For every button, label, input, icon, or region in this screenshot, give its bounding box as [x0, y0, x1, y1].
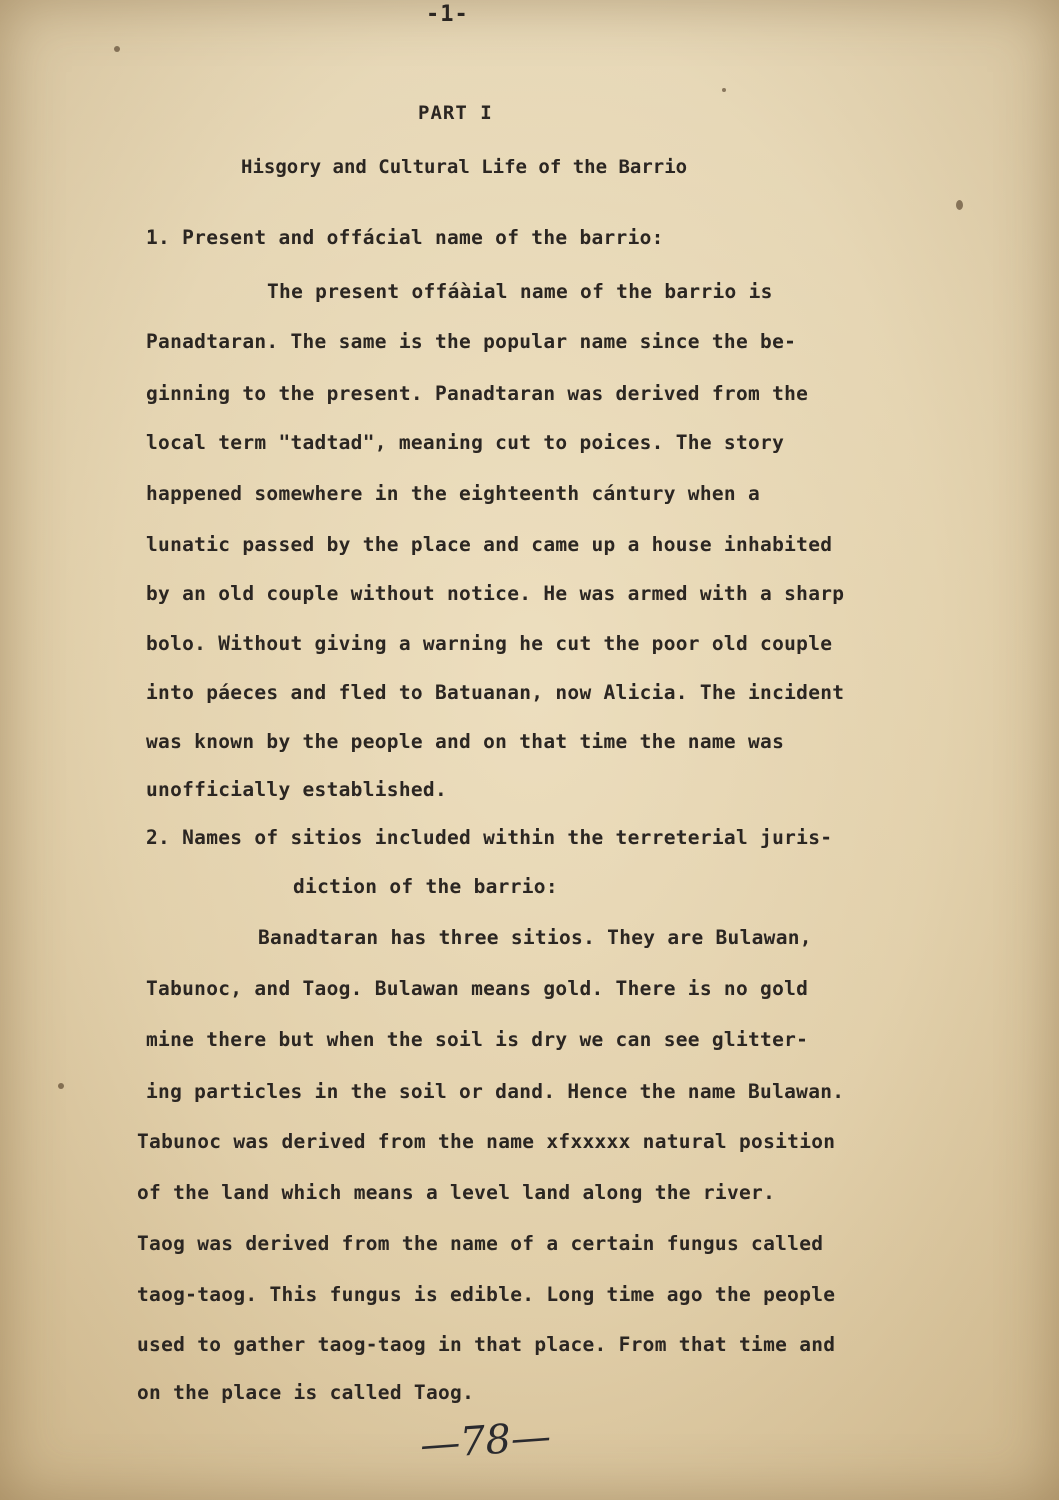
text-line: of the land which means a level land along the river. [137, 1181, 776, 1204]
page-number: -1- [426, 2, 469, 27]
text-line: Tabunoc was derived from the name xfxxxxx natural position [137, 1130, 836, 1153]
text-line: Tabunoc, and Taog. Bulawan means gold. There is no gold [146, 977, 809, 1000]
text-line: Banadtaran has three sitios. They are Bulawan, [258, 926, 812, 949]
paper-spot [722, 88, 726, 92]
text-line: taog-taog. This fungus is edible. Long time ago the people [137, 1283, 836, 1306]
text-line: local term "tadtad", meaning cut to poices. The story [146, 431, 785, 454]
text-line: happened somewhere in the eighteenth cántury when a [146, 482, 761, 505]
text-line: by an old couple without notice. He was armed with a sharp [146, 582, 845, 605]
handwritten-page-number: —78— [418, 1413, 553, 1469]
paper-spot [114, 46, 120, 52]
text-line: unofficially established. [146, 778, 447, 801]
text-line: diction of the barrio: [293, 875, 558, 898]
text-line: lunatic passed by the place and came up a house inhabited [146, 533, 833, 556]
text-line: ing particles in the soil or dand. Hence the name Bulawan. [146, 1080, 845, 1103]
text-line: mine there but when the soil is dry we can see glitter- [146, 1028, 809, 1051]
text-line: The present offáàial name of the barrio is [267, 280, 773, 303]
paper-spot [58, 1083, 64, 1089]
text-line: into páeces and fled to Batuanan, now Alicia. The incident [146, 681, 845, 704]
text-line: used to gather taog-taog in that place. From that time and [137, 1333, 836, 1356]
paper-spot [956, 200, 963, 210]
part-title: PART I [418, 102, 493, 124]
text-line: 2. Names of sitios included within the terreterial juris- [146, 826, 833, 849]
text-line: Taog was derived from the name of a certain fungus called [137, 1232, 824, 1255]
text-line: 1. Present and offácial name of the barrio: [146, 226, 664, 249]
section-subtitle: Hisgory and Cultural Life of the Barrio [241, 156, 688, 178]
text-line: ginning to the present. Panadtaran was derived from the [146, 382, 809, 405]
text-line: on the place is called Taog. [137, 1381, 475, 1404]
text-line: was known by the people and on that time the name was [146, 730, 785, 753]
text-line: Panadtaran. The same is the popular name since the be- [146, 330, 797, 353]
text-line: bolo. Without giving a warning he cut the poor old couple [146, 632, 833, 655]
